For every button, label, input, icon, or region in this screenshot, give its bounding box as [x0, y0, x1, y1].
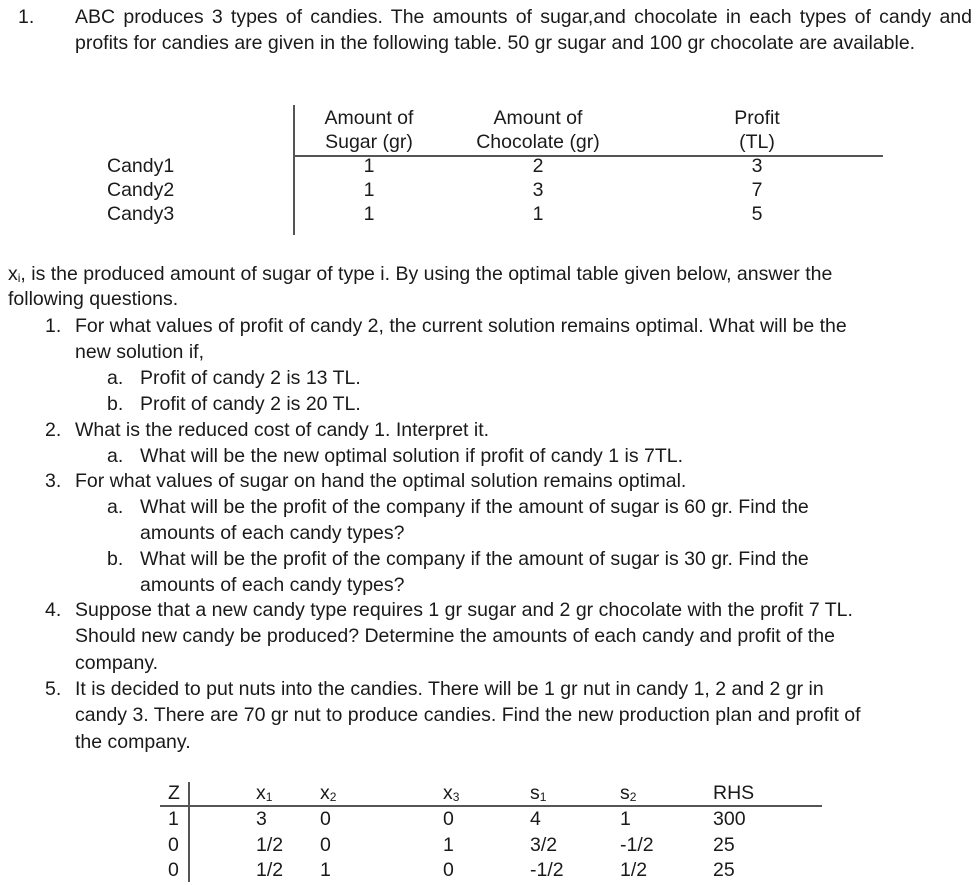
table-cell: 3 [532, 179, 544, 201]
intro-text: $x_i$, is the produced amount of sugar of type i. By using the optimal table given below, answer the [8, 263, 833, 285]
question-number: 3. [45, 470, 62, 492]
column-header: (TL) [739, 131, 775, 153]
table-divider-vertical [188, 782, 190, 882]
column-header [530, 781, 546, 809]
column-header [443, 781, 459, 809]
header-base: s [620, 782, 630, 804]
column-header [168, 781, 180, 805]
question-text: Suppose that a new candy type requires 1 gr sugar and 2 gr chocolate with the profit 7 TL. [75, 599, 853, 621]
sub-question-text: What will be the profit of the company if the amount of sugar is 30 gr. Find the [140, 548, 809, 570]
question-text: the company. [75, 730, 191, 753]
column-header: Sugar (gr) [325, 131, 413, 153]
intro-text-line2: following questions. [8, 288, 179, 310]
table-cell: 3 [256, 808, 267, 830]
question-number: 1. [45, 315, 62, 337]
table-cell: 1 [363, 203, 375, 225]
header-base: x [443, 782, 453, 804]
table-cell: 1 [363, 155, 375, 177]
column-header: Profit [734, 107, 780, 129]
table-cell: 3/2 [530, 833, 558, 856]
column-header: Amount of [493, 107, 583, 129]
question-text: company. [75, 651, 159, 674]
sub-question-letter: b. [107, 548, 124, 570]
table-cell: 0 [168, 833, 179, 856]
question-text: What is the reduced cost of candy 1. Interpret it. [75, 419, 490, 441]
header-subscript: 1 [265, 790, 273, 804]
sub-question-letter: b. [107, 393, 124, 415]
table-cell: 1 [363, 179, 375, 201]
table-cell: 1 [168, 808, 179, 830]
column-header: Chocolate (gr) [476, 131, 600, 153]
sub-question-letter: a. [107, 367, 124, 389]
table-cell: 7 [751, 179, 763, 201]
table-cell: 25 [713, 859, 735, 881]
table-cell: 2 [532, 155, 544, 177]
table-cell: 0 [168, 859, 179, 881]
question-text: new solution if, [75, 341, 204, 364]
problem-number: 1. [18, 6, 35, 28]
sub-question-text: What will be the new optimal solution if profit of candy 1 is 7TL. [140, 445, 684, 467]
row-label: Candy3 [107, 203, 175, 225]
sub-question-text: Profit of candy 2 is 13 TL. [140, 367, 361, 389]
table-cell: -1/2 [530, 859, 564, 881]
table-cell: 4 [530, 808, 541, 830]
table-cell: 1 [620, 808, 631, 830]
table-cell: -1/2 [620, 833, 654, 856]
column-header: Amount of [324, 107, 414, 129]
header-base: x [320, 782, 330, 804]
question-text: For what values of sugar on hand the optimal solution remains optimal. [75, 470, 687, 492]
table-cell: 5 [751, 203, 763, 225]
table-cell: 1/2 [256, 859, 284, 881]
table-divider-horizontal [293, 155, 883, 157]
table-cell: 0 [320, 808, 331, 830]
header-base: RHS [713, 782, 755, 804]
table-cell: 1 [443, 833, 454, 856]
table-cell: 1/2 [620, 859, 648, 881]
question-number: 4. [45, 599, 62, 621]
sub-question-text: What will be the profit of the company if the amount of sugar is 60 gr. Find the [140, 496, 809, 518]
question-text: Should new candy be produced? Determine the amounts of each candy and profit of the [75, 625, 835, 648]
header-subscript: 2 [329, 790, 337, 804]
table-cell: 3 [751, 155, 763, 177]
header-base: Z [168, 782, 180, 804]
header-subscript: 3 [452, 790, 460, 804]
header-base: s [530, 782, 540, 804]
header-base: x [256, 782, 266, 804]
row-label: Candy1 [107, 155, 175, 177]
table-divider-vertical [293, 105, 295, 235]
question-text: candy 3. There are 70 gr nut to produce candies. Find the new production plan and profit of [75, 704, 861, 727]
problem-text: ABC produces 3 types of candies. The amounts of sugar,and chocolate in each types of candy and profits for candies are given in the following table. 50 gr sugar and 100 gr chocolate are available. [75, 6, 972, 54]
table-cell: 0 [320, 833, 331, 856]
sub-question-letter: a. [107, 496, 124, 518]
column-header [256, 781, 272, 809]
column-header [320, 781, 336, 809]
header-subscript: 2 [629, 790, 637, 804]
question-text: It is decided to put nuts into the candies. There will be 1 gr nut in candy 1, 2 and 2 gr in [75, 678, 824, 700]
table-cell: 1 [320, 859, 331, 881]
column-header [620, 781, 636, 809]
question-text: For what values of profit of candy 2, the current solution remains optimal. What will be the [75, 315, 847, 337]
table-cell: 1/2 [256, 833, 284, 856]
column-header [713, 781, 754, 805]
sub-question-letter: a. [107, 445, 124, 467]
row-label: Candy2 [107, 179, 175, 201]
sub-question-text: Profit of candy 2 is 20 TL. [140, 393, 361, 415]
table-cell: 25 [713, 833, 735, 856]
table-cell: 0 [443, 808, 454, 830]
sub-question-text: amounts of each candy types? [140, 522, 405, 544]
question-number: 2. [45, 419, 62, 441]
header-subscript: 1 [539, 790, 547, 804]
table-cell: 1 [532, 203, 544, 225]
question-number: 5. [45, 678, 62, 700]
sub-question-text: amounts of each candy types? [140, 574, 405, 596]
table-cell: 0 [443, 859, 454, 881]
table-cell: 300 [713, 808, 746, 830]
